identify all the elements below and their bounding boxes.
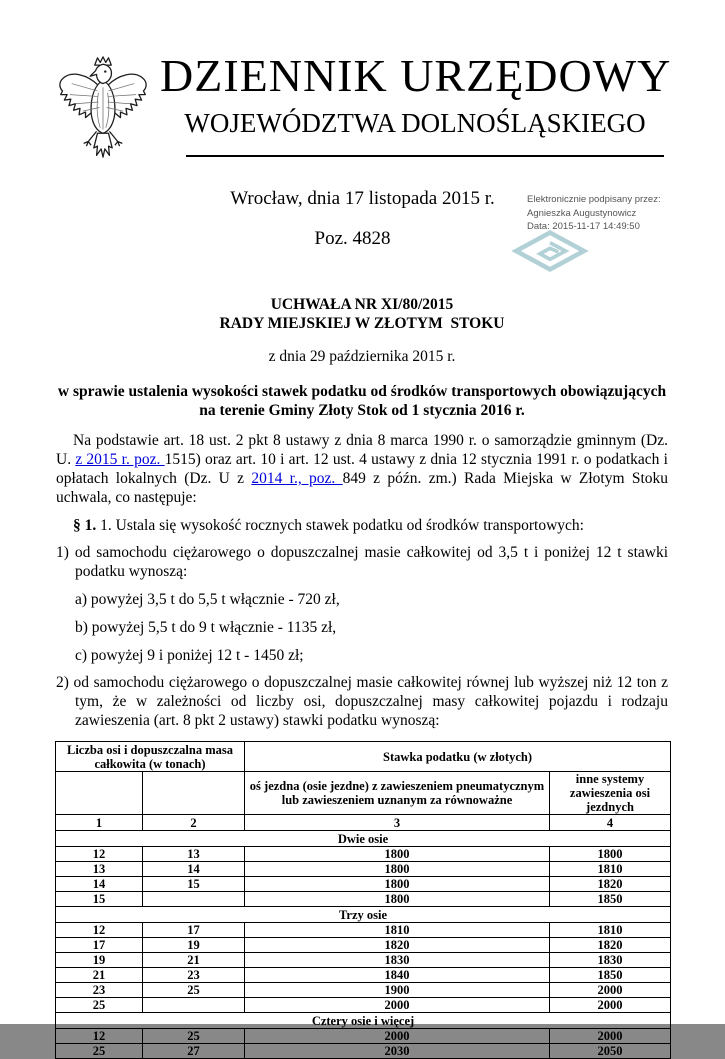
sub-item-c: c) powyżej 9 i poniżej 12 t - 1450 zł;: [75, 647, 304, 664]
table-cell: 1850: [550, 968, 671, 983]
list-item-1: [56, 543, 668, 581]
table-cell: 25: [143, 983, 245, 998]
table-cell: 1850: [550, 892, 671, 907]
polish-eagle-emblem-icon: [57, 54, 149, 177]
table-section-title: Trzy osie: [56, 907, 671, 923]
legal-link-2015[interactable]: z 2015 r. poz.: [75, 451, 165, 468]
table-header-numbers: [56, 815, 671, 831]
table-cell: [143, 998, 245, 1013]
table-row: [56, 953, 671, 968]
table-cell: 14: [143, 862, 245, 877]
preamble-part-3: 849 z późn. zm.) Rada Miejska w Złotym Stoku uchwala, co następuje:: [56, 470, 669, 506]
table-cell: 23: [143, 968, 245, 983]
gazette-subtitle: WOJEWÓDZTWA DOLNOŚLĄSKIEGO: [184, 108, 646, 138]
table-cell: 1840: [245, 968, 550, 983]
table-cell: [143, 892, 245, 907]
table-cell: 15: [143, 877, 245, 892]
sub-item-b: b) powyżej 5,5 t do 9 t włącznie - 1135 zł,: [75, 619, 337, 636]
table-row: [56, 1029, 671, 1044]
table-cell: 23: [56, 983, 143, 998]
table-cell: 1800: [245, 847, 550, 862]
header-rule: [186, 155, 664, 157]
table-cell: 25: [143, 1029, 245, 1044]
epuap-diamond-logo-icon: [511, 229, 589, 278]
table-cell: 1810: [245, 923, 550, 938]
list-item-2-text: od samochodu ciężarowego o dopuszczalnej masie całkowitej równej lub wyższej niż 12 ton z tym, że w zależności od liczby osi, dopuszczalnej masy całkowitej pojazdu i rodzaju zawieszenia (art. 8 pkt 2 ustawy) stawki podatku wynoszą:: [68, 674, 668, 729]
table-cell: 1810: [550, 862, 671, 877]
act-body: [56, 431, 668, 1059]
table-section-row: [56, 907, 671, 923]
table-cell: 25: [56, 1044, 143, 1059]
table-cell: 2000: [245, 998, 550, 1013]
table-cell: 12: [56, 847, 143, 862]
header-tax-rate: Stawka podatku (w złotych): [245, 742, 671, 772]
header-axles-mass: Liczba osi i dopuszczalna masa całkowita (w tonach): [56, 742, 245, 772]
act-subject: w sprawie ustalenia wysokości stawek podatku od środków transportowych obowiązujących na terenie Gminy Złoty Stok od 1 stycznia 2016 r.: [57, 383, 667, 419]
table-cell: 2000: [245, 1029, 550, 1044]
act-date: z dnia 29 października 2015 r.: [268, 348, 456, 365]
table-row: [56, 938, 671, 953]
table-cell: 19: [56, 953, 143, 968]
table-cell: 12: [56, 1029, 143, 1044]
section-1-paragraph: [56, 516, 668, 535]
table-section-row: [56, 1013, 671, 1029]
signature-block: [527, 193, 697, 234]
table-cell: 21: [56, 968, 143, 983]
list-item-1-marker: 1): [56, 544, 69, 561]
list-item-2-marker: 2): [56, 674, 69, 691]
table-cell: 2030: [245, 1044, 550, 1059]
table-cell: 2000: [550, 983, 671, 998]
table-cell: 1800: [245, 877, 550, 892]
preamble-part-2: 1515) oraz art. 10 i art. 12 ust. 4 ustawy z dnia 12 stycznia 1991 r. o podatkach i opłatach lokalnych (Dz. U z: [56, 451, 668, 487]
table-row: [56, 1044, 671, 1059]
table-row: [56, 998, 671, 1013]
table-cell: 13: [56, 862, 143, 877]
table-row: [56, 847, 671, 862]
table-cell: 1800: [550, 847, 671, 862]
section-1-text: 1. Ustala się wysokość rocznych stawek podatku od środków transportowych:: [96, 517, 584, 534]
header-pneumatic: oś jezdna (osie jezdne) z zawieszeniem pneumatycznym lub zawieszeniem uznanym za równoważne: [245, 772, 550, 815]
col-number: 4: [550, 815, 671, 831]
table-cell: 17: [56, 938, 143, 953]
legal-link-2014[interactable]: 2014 r., poz.: [251, 470, 343, 487]
tax-table-head: [56, 742, 671, 831]
table-cell: 2000: [550, 998, 671, 1013]
table-row: [56, 877, 671, 892]
list-item-2: [56, 673, 668, 730]
table-row: [56, 983, 671, 998]
table-cell: 15: [56, 892, 143, 907]
col-number: 2: [143, 815, 245, 831]
preamble-paragraph: [56, 431, 668, 507]
header-empty-1: [56, 772, 143, 815]
table-cell: 17: [143, 923, 245, 938]
header-other-systems: inne systemy zawieszenia osi jezdnych: [550, 772, 671, 815]
table-section-row: [56, 831, 671, 847]
table-cell: 1800: [245, 862, 550, 877]
sub-item-a: a) powyżej 3,5 t do 5,5 t włącznie - 720 zł,: [75, 591, 340, 608]
table-cell: 1820: [550, 938, 671, 953]
table-header-row-1: [56, 742, 671, 772]
section-1-marker: § 1.: [73, 517, 97, 534]
table-row: [56, 968, 671, 983]
gazette-header: [0, 52, 725, 157]
tax-rate-table: [55, 741, 671, 1059]
table-cell: 27: [143, 1044, 245, 1059]
table-cell: 12: [56, 923, 143, 938]
table-cell: 2050: [550, 1044, 671, 1059]
table-row: [56, 923, 671, 938]
table-cell: 2000: [550, 1029, 671, 1044]
preamble-part-1: Na podstawie art. 18 ust. 2 pkt 8 ustawy z dnia 8 marca 1990 r. o samorządzie gminnym (Dz. U.: [56, 432, 668, 468]
table-cell: 19: [143, 938, 245, 953]
table-cell: 1810: [550, 923, 671, 938]
position-number: Poz. 4828: [314, 228, 391, 249]
act-council: RADY MIEJSKIEJ W ZŁOTYM STOKU: [219, 315, 505, 332]
table-cell: 25: [56, 998, 143, 1013]
table-cell: 1830: [245, 953, 550, 968]
table-section-title: Dwie osie: [56, 831, 671, 847]
signature-line-3: Data: 2015-11-17 14:49:50: [527, 221, 640, 232]
place-date-line: Wrocław, dnia 17 listopada 2015 r.: [230, 188, 495, 209]
gazette-title: DZIENNIK URZĘDOWY: [160, 50, 672, 101]
masthead-titles: [160, 52, 670, 157]
table-cell: 21: [143, 953, 245, 968]
col-number: 1: [56, 815, 143, 831]
tax-table-body: [56, 831, 671, 1059]
table-cell: 1830: [550, 953, 671, 968]
signature-line-1: Elektronicznie podpisany przez:: [527, 194, 661, 205]
table-section-title: Cztery osie i więcej: [56, 1013, 671, 1029]
table-cell: 14: [56, 877, 143, 892]
table-cell: 1900: [245, 983, 550, 998]
table-header-row-2: [56, 772, 671, 815]
list-item-1-text: od samochodu ciężarowego o dopuszczalnej masie całkowitej od 3,5 t i poniżej 12 t stawki podatku wynoszą:: [68, 544, 668, 580]
table-cell: 1820: [245, 938, 550, 953]
act-heading: [56, 295, 668, 420]
table-row: [56, 892, 671, 907]
col-number: 3: [245, 815, 550, 831]
table-cell: 1800: [245, 892, 550, 907]
table-row: [56, 862, 671, 877]
table-cell: 13: [143, 847, 245, 862]
table-cell: 1820: [550, 877, 671, 892]
signature-line-2: Agnieszka Augustynowicz: [527, 207, 637, 219]
act-title: UCHWAŁA NR XI/80/2015: [270, 296, 454, 313]
header-empty-2: [143, 772, 245, 815]
